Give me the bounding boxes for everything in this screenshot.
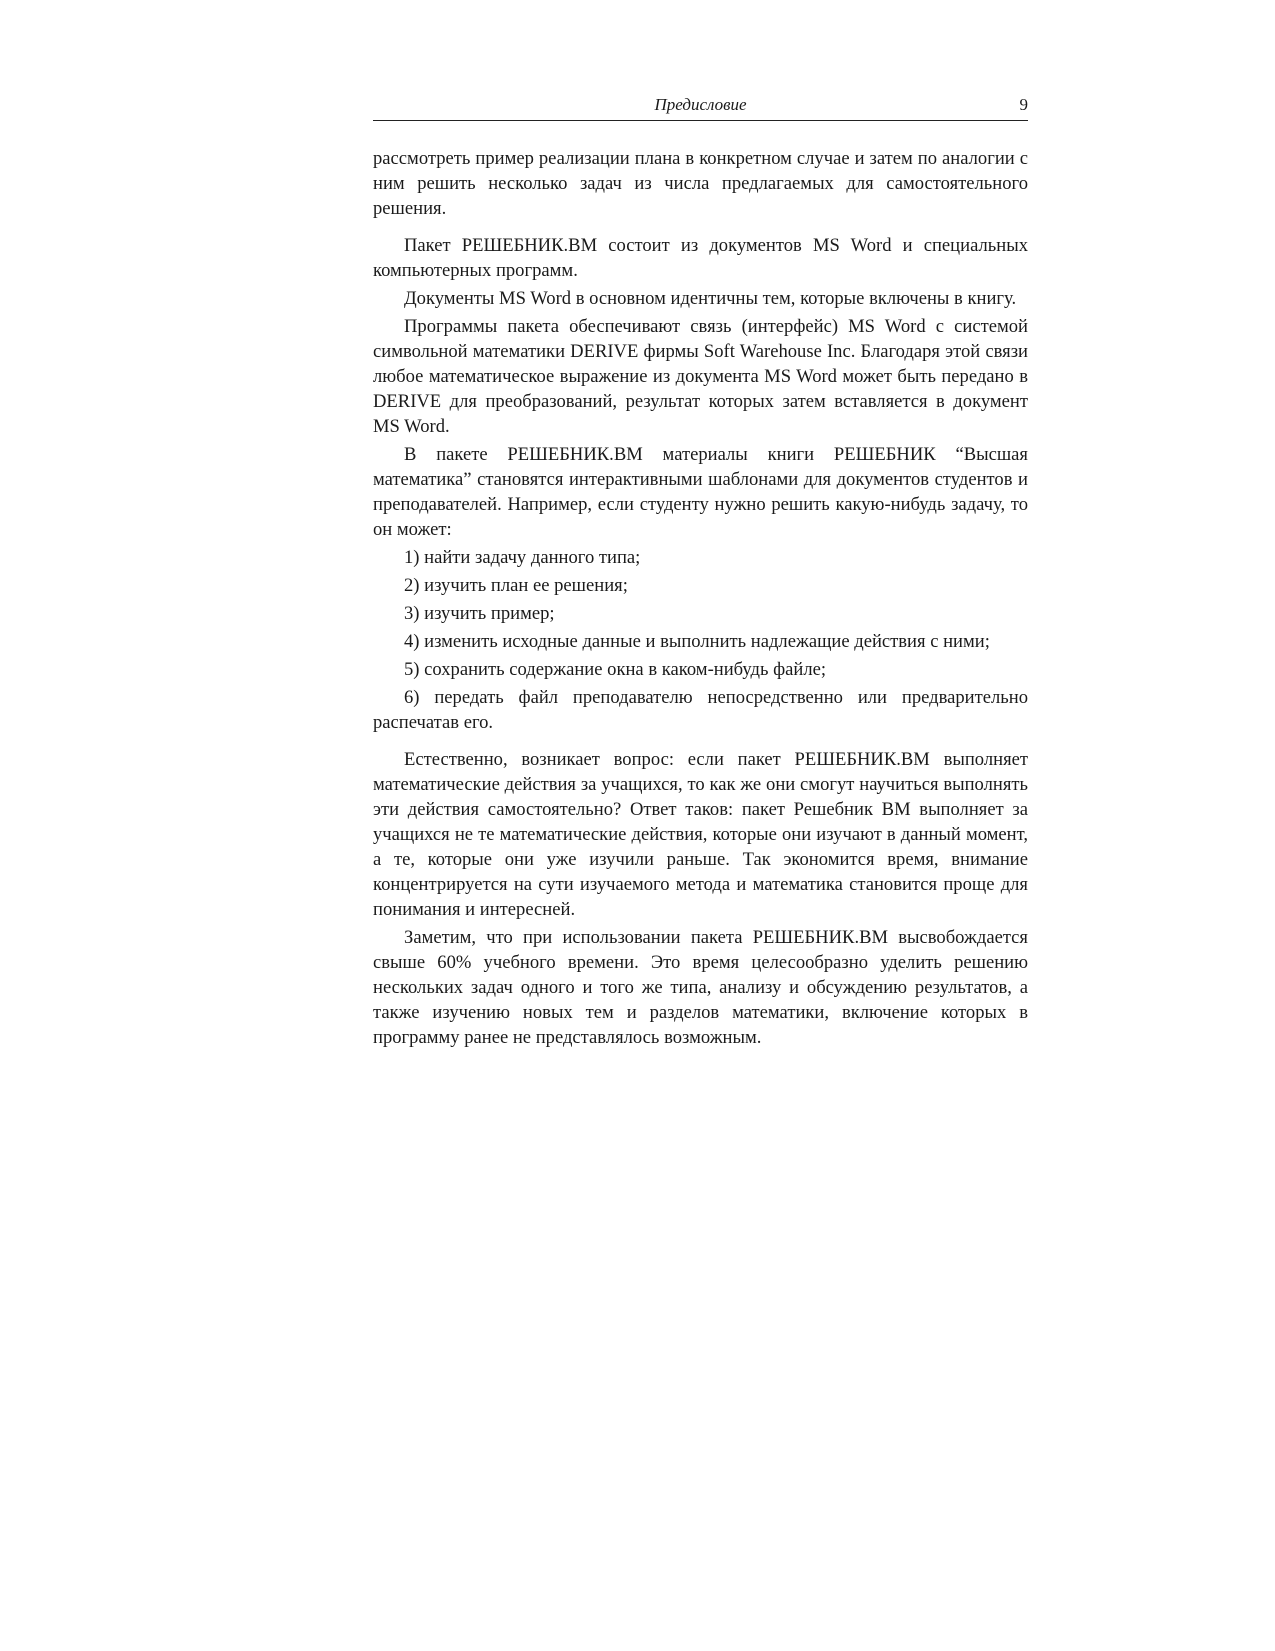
page-number: 9	[1019, 95, 1028, 114]
paragraph: рассмотреть пример реализации плана в конкретном случае и затем по аналогии с ним решить несколько задач из числа предлагаемых для самостоятельного решения.	[373, 148, 1028, 219]
list-item: 6) передать файл преподавателю непосредственно или предварительно распечатав его.	[373, 687, 1028, 733]
paragraph: Программы пакета обеспечивают связь (интерфейс) MS Word с системой символьной математики DERIVE фирмы Soft Warehouse Inc. Благодаря этой связи любое математическое выражение из документа MS Word может быть передано в DERIVE для преобразований, результат которых затем вставляется в документ MS Word.	[373, 316, 1028, 437]
list-item: 2) изучить план ее решения;	[404, 575, 628, 596]
paragraph: В пакете РЕШЕБНИК.ВМ материалы книги РЕШЕБНИК “Высшая математика” становятся интерактивными шаблонами для документов студентов и преподавателей. Например, если студенту нужно решить какую-нибудь задачу, то он может:	[373, 444, 1028, 540]
paragraph: Документы MS Word в основном идентичны тем, которые включены в книгу.	[404, 288, 1017, 309]
list-item: 1) найти задачу данного типа;	[404, 547, 641, 568]
paragraph: Пакет РЕШЕБНИК.ВМ состоит из документов MS Word и специальных компьютерных программ.	[373, 235, 1028, 281]
paragraph: Естественно, возникает вопрос: если пакет РЕШЕБНИК.ВМ выполняет математические действия за учащихся, то как же они смогут научиться выполнять эти действия самостоятельно? Ответ таков: пакет Решебник ВМ выполняет за учащихся не те математические действия, которые они изучают в данный момент, а те, которые они уже изучили раньше. Так экономится время, внимание концентрируется на сути изучаемого метода и математика становится проще для понимания и интересней.	[373, 749, 1028, 920]
paragraph: Заметим, что при использовании пакета РЕШЕБНИК.ВМ высвобождается свыше 60% учебного времени. Это время целесообразно уделить решению нескольких задач одного и того же типа, анализу и обсуждению результатов, а также изучению новых тем и разделов математики, включение которых в программу ранее не представлялось возможным.	[373, 927, 1028, 1048]
running-title: Предисловие	[654, 95, 747, 114]
list-item: 5) сохранить содержание окна в каком-нибудь файле;	[404, 659, 827, 680]
running-header	[373, 94, 1028, 121]
list-item: 4) изменить исходные данные и выполнить надлежащие действия с ними;	[404, 631, 990, 652]
body-text	[373, 146, 1028, 1050]
list-item: 3) изучить пример;	[404, 603, 555, 624]
